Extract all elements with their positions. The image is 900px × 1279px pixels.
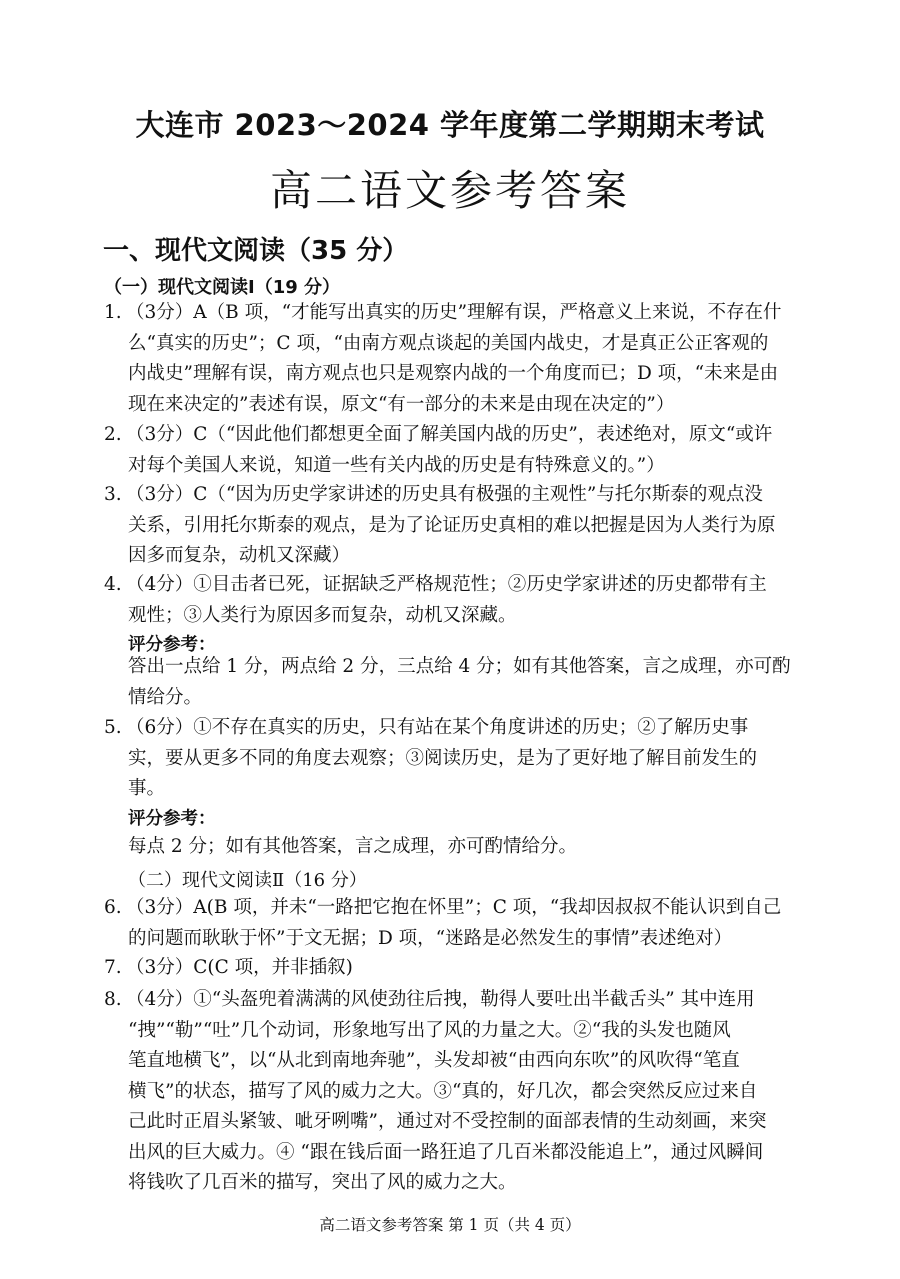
item-line: 的问题而耿耿于怀”于文无据；D 项，“迷路是必然发生的事情”表述绝对） — [128, 927, 733, 949]
page-footer: 高二语文参考答案 第 1 页（共 4 页） — [319, 1216, 581, 1234]
score-line: 答出一点给 1 分，两点给 2 分，三点给 4 分；如有其他答案，言之成理，亦可酌 — [128, 656, 791, 677]
item-number: 2. — [104, 424, 122, 445]
answer-item-7 — [104, 953, 804, 984]
item-number: 7. — [104, 957, 122, 978]
score-line: 情给分。 — [128, 686, 203, 708]
answer-item-5 — [104, 713, 804, 805]
item-line: 将钱吹了几百米的描写，突出了风的威力之大。 — [128, 1172, 517, 1193]
scoring-reference-label: 评分参考： — [128, 809, 216, 829]
item-number: 4. — [104, 574, 122, 595]
item-line: 实，要从更多不同的角度去观察；③阅读历史，是为了更好地了解目前发生的 — [128, 747, 758, 769]
scoring-reference-text — [128, 832, 808, 863]
answer-item-3 — [104, 480, 804, 572]
item-line: 现在来决定的”表述有误，原文“有一部分的未来是由现在决定的”） — [128, 393, 675, 415]
item-number: 6. — [104, 897, 122, 918]
scoring-reference-text — [128, 652, 808, 713]
item-line: 关系，引用托尔斯泰的观点，是为了论证历史真相的难以把握是因为人类行为原 — [128, 514, 776, 536]
answer-item-1 — [104, 298, 804, 420]
item-line: “拽”“勒”“吐”几个动词，形象地写出了风的力量之大。②“我的头发也随风 — [128, 1019, 731, 1041]
item-line: （3分）A（B 项，“才能写出真实的历史”理解有误，严格意义上来说，不存在什 — [126, 302, 782, 323]
exam-title: 大连市 2023～2024 学年度第二学期期末考试 — [135, 108, 765, 142]
item-line: 因多而复杂，动机又深藏） — [128, 545, 351, 566]
item-line: （3分）C（“因此他们都想更全面了解美国内战的历史”，表述绝对，原文“或许 — [126, 424, 773, 445]
item-line: （3分）A(B 项，并未“一路把它抱在怀里”；C 项，“我却因叔叔不能认识到自己 — [126, 897, 782, 918]
item-line: （3分）C(C 项，并非插叙) — [126, 957, 353, 978]
document-title: 高二语文参考答案 — [269, 166, 630, 215]
item-line: 出风的巨大威力。④ “跟在钱后面一路狂追了几百米都没能追上”，通过风瞬间 — [128, 1141, 764, 1163]
part2-heading: （二）现代文阅读Ⅱ（16 分） — [128, 870, 367, 891]
item-line: 己此时正眉头紧皱、呲牙咧嘴”，通过对不受控制的面部表情的生动刻画，来突 — [128, 1111, 767, 1132]
item-line: （4分）①目击者已死，证据缺乏严格规范性；②历史学家讲述的历史都带有主 — [126, 574, 767, 595]
item-number: 8. — [104, 989, 122, 1010]
item-line: 横飞”的状态，描写了风的威力之大。③“真的，好几次，都会突然反应过来自 — [128, 1080, 758, 1102]
item-line: 观性；③人类行为原因多而复杂，动机又深藏。 — [128, 604, 517, 626]
item-line: （3分）C（“因为历史学家讲述的历史具有极强的主观性”与托尔斯泰的观点没 — [126, 484, 763, 505]
item-line: 么“真实的历史”；C 项，“由南方观点谈起的美国内战史，才是真正公正客观的 — [128, 332, 769, 354]
item-line: （4分）①“头盔兜着满满的风使劲往后拽，勒得人要吐出半截舌头” 其中连用 — [126, 989, 755, 1010]
answer-item-8 — [104, 985, 804, 1199]
score-line: 每点 2 分；如有其他答案，言之成理，亦可酌情给分。 — [128, 836, 578, 857]
section-heading-modern-reading: 一、现代文阅读（35 分） — [103, 236, 409, 266]
item-number: 3. — [104, 484, 122, 505]
scoring-reference-label: 评分参考： — [128, 635, 216, 655]
part1-heading: （一）现代文阅读Ⅰ（19 分） — [104, 277, 341, 298]
answer-item-4 — [104, 570, 804, 631]
item-line: 笔直地横飞”，以“从北到南地奔驰”，头发却被“由西向东吹”的风吹得“笔直 — [128, 1050, 740, 1071]
item-number: 5. — [104, 717, 122, 738]
answer-item-2 — [104, 420, 804, 481]
item-line: 内战史”理解有误，南方观点也只是观察内战的一个角度而已；D 项，“未来是由 — [128, 363, 779, 384]
item-line: （6分）①不存在真实的历史，只有站在某个角度讲述的历史；②了解历史事 — [126, 717, 749, 738]
item-line: 对每个美国人来说，知道一些有关内战的历史是有特殊意义的。”） — [128, 454, 665, 476]
item-number: 1. — [104, 302, 122, 323]
item-line: 事。 — [128, 778, 166, 799]
answer-item-6 — [104, 893, 804, 954]
